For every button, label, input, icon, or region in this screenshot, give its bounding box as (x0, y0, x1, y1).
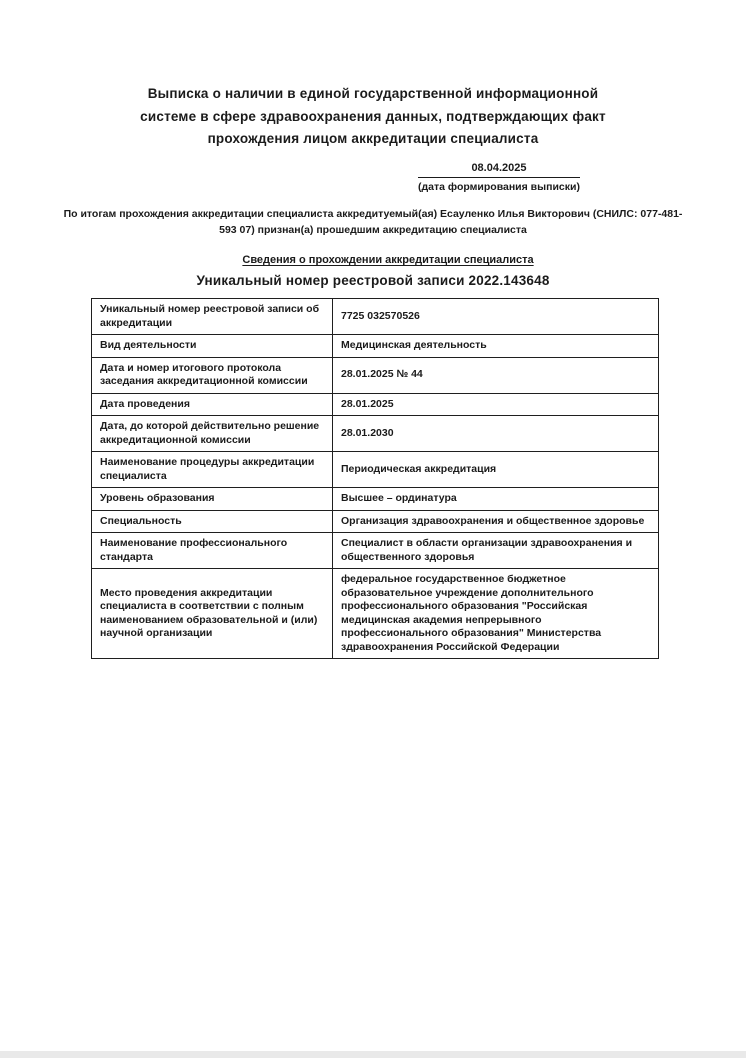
table-row (92, 488, 659, 511)
table-row (92, 569, 659, 659)
row-label: Место проведения аккредитации специалиста в соответствии с полным наименованием образовательной и (или) научной организации (92, 569, 333, 659)
row-value: Специалист в области организации здравоохранения и общественного здоровья (333, 533, 659, 569)
row-value: Периодическая аккредитация (333, 452, 659, 488)
registry-number-heading: Уникальный номер реестровой записи 2022.143648 (196, 273, 550, 288)
intro-line: По итогам прохождения аккредитации специалиста аккредитуемый(ая) Есауленко Илья Викторович (СНИЛС: 077-481- (63, 208, 683, 220)
table-row (92, 510, 659, 533)
section-heading: Сведения о прохождении аккредитации специалиста (242, 254, 534, 266)
row-value: 7725 032570526 (333, 299, 659, 335)
table-row (92, 533, 659, 569)
row-label: Дата и номер итогового протокола заседания аккредитационной комиссии (92, 357, 333, 393)
row-label: Вид деятельности (92, 335, 333, 358)
table-row (92, 416, 659, 452)
issue-date-caption: (дата формирования выписки) (418, 181, 580, 193)
row-value: 28.01.2025 (333, 393, 659, 416)
table-row (92, 335, 659, 358)
row-value: федеральное государственное бюджетное образовательное учреждение дополнительного профессионального образования "Российская медицинская академия непрерывного профессионального образования" Министерства здравоохранения Российской Федерации (333, 569, 659, 659)
document-title-line: Выписка о наличии в единой государственной информационной (147, 86, 599, 101)
table-row (92, 393, 659, 416)
row-label: Наименование профессионального стандарта (92, 533, 333, 569)
row-value: Организация здравоохранения и общественное здоровье (333, 510, 659, 533)
row-value: 28.01.2030 (333, 416, 659, 452)
accreditation-table (91, 298, 659, 659)
bottom-bar (0, 1051, 746, 1058)
row-label: Дата проведения (92, 393, 333, 416)
table-row (92, 452, 659, 488)
issue-date: 08.04.2025 (418, 162, 580, 178)
table-row (92, 299, 659, 335)
row-value: Медицинская деятельность (333, 335, 659, 358)
table-row (92, 357, 659, 393)
row-label: Уровень образования (92, 488, 333, 511)
row-value: 28.01.2025 № 44 (333, 357, 659, 393)
row-label: Наименование процедуры аккредитации специалиста (92, 452, 333, 488)
row-label: Уникальный номер реестровой записи об аккредитации (92, 299, 333, 335)
row-value: Высшее – ординатура (333, 488, 659, 511)
row-label: Дата, до которой действительно решение аккредитационной комиссии (92, 416, 333, 452)
document-title-line: системе в сфере здравоохранения данных, подтверждающих факт (140, 108, 606, 124)
intro-line: 593 07) признан(а) прошедшим аккредитацию специалиста (219, 224, 527, 236)
document-title-line: прохождения лицом аккредитации специалиста (207, 131, 539, 146)
document-title (0, 83, 746, 151)
intro-paragraph (0, 206, 746, 238)
issue-date-block (418, 162, 580, 193)
row-label: Специальность (92, 510, 333, 533)
